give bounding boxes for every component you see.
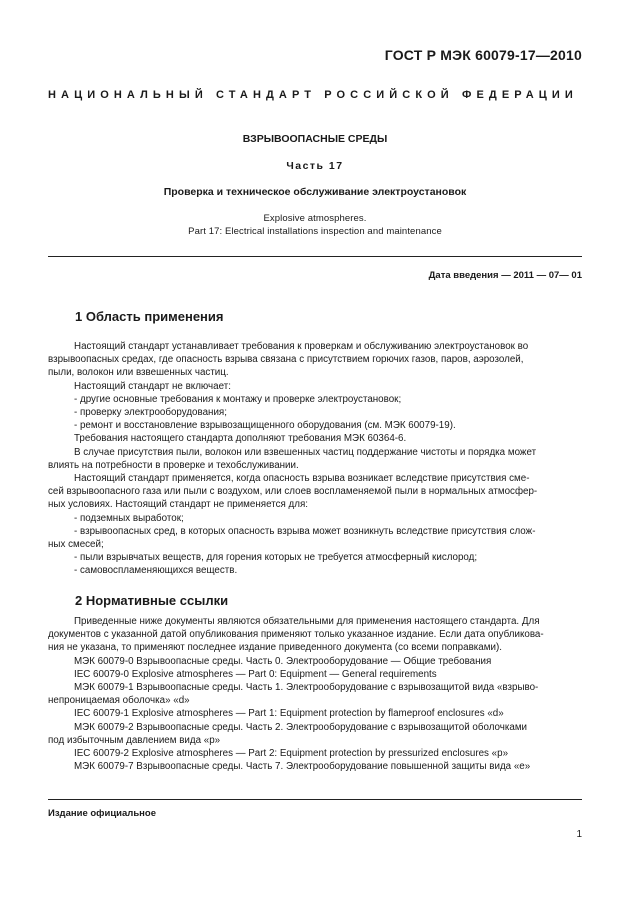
paragraph-line: - пыли взрывчатых веществ, для горения которых не требуется атмосферный кислород; [74, 552, 478, 564]
paragraph-line: IEC 60079-2 Explosive atmospheres — Part 2: Equipment protection by pressurized enclosures «p» [74, 748, 509, 760]
paragraph-line: - самовоспламеняющихся веществ. [74, 565, 238, 577]
paragraph-line: - другие основные требования к монтажу и проверке электроустановок; [74, 393, 402, 405]
paragraph-line: IEC 60079-1 Explosive atmospheres — Part 1: Equipment protection by flameproof enclosures «d» [74, 708, 504, 720]
paragraph-line: - ремонт и восстановление взрывозащищенного оборудования (см. МЭК 60079-19). [74, 420, 456, 432]
paragraph-line: влиять на потребности в проверке и техобслуживании. [48, 459, 299, 471]
paragraph-line: МЭК 60079-7 Взрывоопасные среды. Часть 7. Электрооборудование повышенной защиты вида «е» [74, 761, 531, 773]
paragraph-line: МЭК 60079-0 Взрывоопасные среды. Часть 0. Электрооборудование — Общие требования [74, 655, 492, 667]
paragraph-line: Приведенные ниже документы являются обязательными для применения настоящего стандарта. Для [74, 616, 540, 627]
section-2-title: 2 Нормативные ссылки [75, 593, 229, 608]
page-number: 1 [576, 829, 582, 840]
paragraph-line: документов с указанной датой опубликования применяют только указанное издание. Если дата опубликова- [48, 629, 544, 641]
paragraph-line: ных условиях. Настоящий стандарт не применяется для: [48, 499, 308, 511]
english-title [48, 212, 582, 238]
paragraph-line: - проверку электрооборудования; [74, 407, 227, 419]
introduction-date: Дата введения — 2011 — 07— 01 [428, 270, 582, 281]
section-1-body [48, 340, 582, 578]
paragraph-line: взрывоопасных средах, где опасность взрыва связана с присутствием горючих газов, паров, аэрозолей, [48, 354, 524, 366]
national-standard-heading: НАЦИОНАЛЬНЫЙ СТАНДАРТ РОССИЙСКОЙ ФЕДЕРАЦИИ [48, 89, 578, 101]
document-code: ГОСТ Р МЭК 60079-17—2010 [384, 47, 582, 63]
paragraph-line: пыли, волокон или взвешенных частиц. [48, 367, 229, 379]
paragraph-line: Настоящий стандарт применяется, когда опасность взрыва возникает вследствие присутствия сме- [74, 473, 530, 485]
paragraph-line: - подземных выработок; [74, 512, 184, 524]
paragraph-line: МЭК 60079-1 Взрывоопасные среды. Часть 1. Электрооборудование с взрывозащитой вида «взрыво- [74, 682, 539, 694]
paragraph-line: ных смесей; [48, 539, 104, 551]
english-title-line-1: Explosive atmospheres. [263, 213, 367, 224]
footer-divider [48, 799, 582, 800]
paragraph-line: непроницаемая оболочка» «d» [48, 695, 190, 707]
paragraph-line: сей взрывоопасного газа или пыли с воздухом, или слоев воспламеняемой пыли в нормальных атмосфер- [48, 486, 538, 498]
edition-label: Издание официальное [48, 808, 156, 819]
section-2-body [48, 615, 582, 773]
header-divider [48, 256, 582, 257]
paragraph-line: ния не указана, то применяют последнее издание приведенного документа (со всеми поправками). [48, 642, 502, 654]
paragraph-line: под избыточным давлением вида «р» [48, 734, 221, 746]
part-number: Часть 17 [286, 160, 344, 172]
section-1-title: 1 Область применения [75, 309, 224, 324]
document-title: ВЗРЫВООПАСНЫЕ СРЕДЫ [242, 133, 388, 145]
paragraph-line: IEC 60079-0 Explosive atmospheres — Part 0: Equipment — General requirements [74, 668, 437, 680]
paragraph-line: Требования настоящего стандарта дополняют требования МЭК 60364-6. [74, 433, 407, 445]
paragraph-line: Настоящий стандарт устанавливает требования к проверкам и обслуживанию электроустановок во [74, 341, 529, 352]
paragraph-line: МЭК 60079-2 Взрывоопасные среды. Часть 2. Электрооборудование с взрывозащитой оболочками [74, 721, 528, 733]
paragraph-line: Настоящий стандарт не включает: [74, 380, 231, 392]
english-title-line-2: Part 17: Electrical installations inspection and maintenance [188, 226, 442, 237]
document-subtitle: Проверка и техническое обслуживание электроустановок [163, 186, 467, 198]
paragraph-line: В случае присутствия пыли, волокон или взвешенных частиц поддержание чистоты и порядка может [74, 446, 537, 458]
paragraph-line: - взрывоопасных сред, в которых опасность взрыва может возникнуть вследствие присутствия слож- [74, 525, 536, 537]
